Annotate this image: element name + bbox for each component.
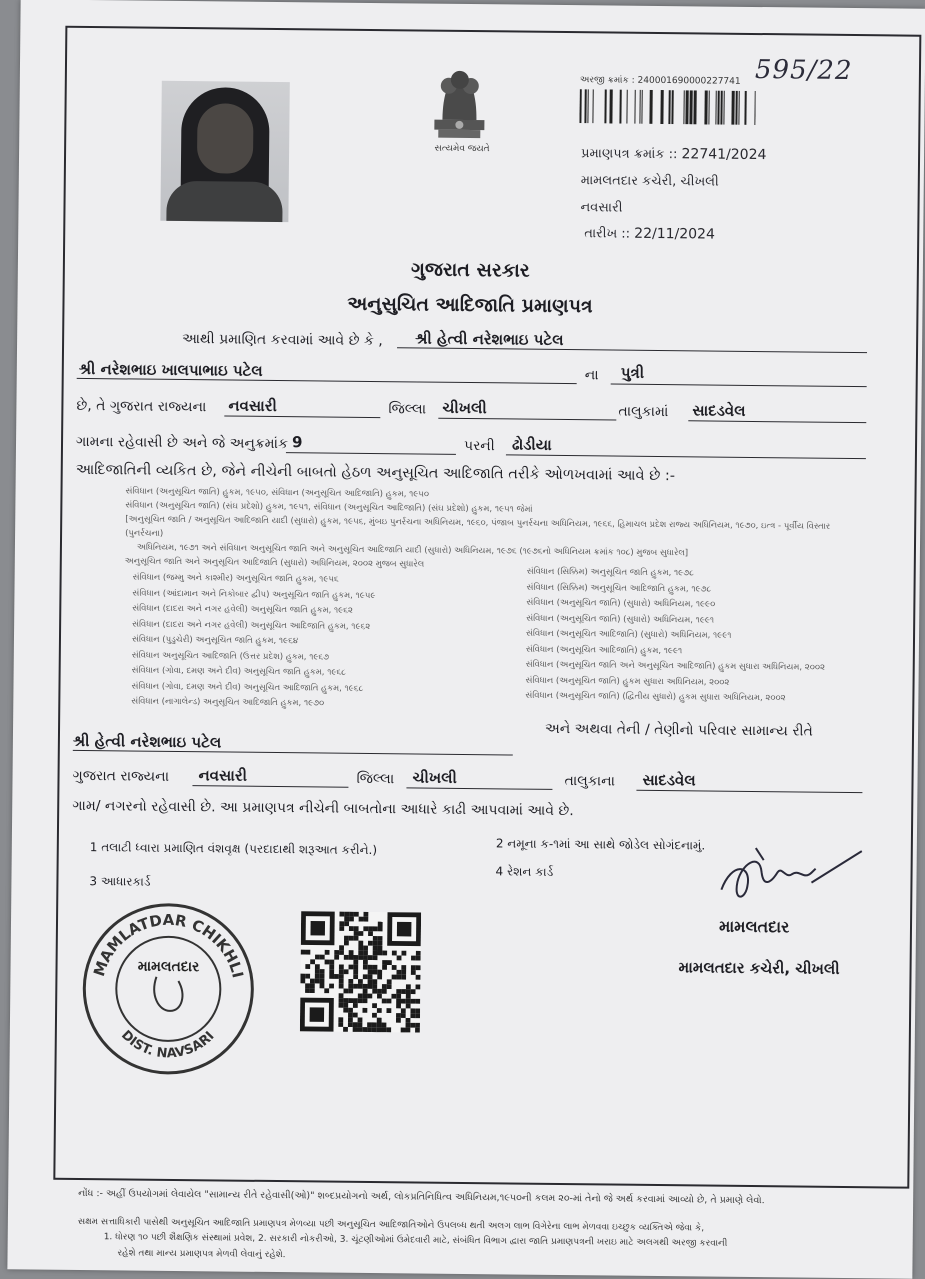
document-item: 2 નમૂના ક-૧માં આ સાથે જોડેલ સોગંદનામું. (495, 836, 706, 853)
emblem-caption: સત્યમેવ જયતે (434, 143, 490, 155)
family-text: અને અથવા તેની / તેણીનો પરિવાર સામાન્ય રીતે (544, 720, 813, 740)
barcode (579, 89, 755, 125)
on-label: પરની (463, 437, 495, 455)
order-line: સંવિધાન (અનુસૂચિત જાતિ) (સુધારો) અધિનિયમ, ૧૯૯૧ (526, 613, 715, 626)
order-line: સંવિધાન (અનુસૂચિત જાતિ) (સુધારો) અધિનિયમ, ૧૯૯૦ (526, 597, 716, 610)
relation: પુત્રી (620, 363, 645, 382)
footer-note: નોંધ :- અહીં ઉપયોગમાં લેવાયેલ "સામાન્ય રીતે રહેવાસી(ઓ)" શબ્દપ્રયોગનો અર્થ, લોકપ્રતિનિધિત્વ અધિનિયમ,૧૯૫૦ની કલમ ૨૦-માં તેનો જે અર્થ કરવામાં આવ્યો છે, તે પ્રમાણે લેવો. (78, 1187, 765, 1207)
tribe-name: ઢોડીયા (511, 435, 552, 454)
national-emblem-icon (424, 62, 495, 143)
taluka-label-2: તાલુકાના (564, 773, 616, 790)
seal-middle-text: મામલતદાર (137, 958, 200, 976)
order-line: સંવિધાન અનુસૂચિત આદિજાતિ (ઉત્તર પ્રદેશ) હુકમ, ૧૯૬૭ (131, 649, 330, 663)
order-line: સંવિધાન (સિક્કિમ) અનુસૂચિત જાતિ હુકમ, ૧૯૭૮ (526, 566, 694, 579)
order-line: સંવિધાન (નાગાલેન્ડ) અનુસૂચિત આદિજાતિ હુકમ, ૧૯૭૦ (131, 696, 325, 709)
order-line: સંવિધાન (અનુસૂચિત જાતિ) હુકમ, ૧૯૫૦, સંવિધાન (અનુસૂચિત આદિજાતિ) હુકમ, ૧૯૫૦ (125, 486, 430, 500)
order-line: સંવિધાન (અનુસૂચિત આદિજાતિ) (સુધારો) અધિનિયમ, ૧૯૯૧ (526, 628, 732, 641)
footer-line: સક્ષમ સત્તાધિકારી પાસેથી અનુસૂચિત આદિજાતિ પ્રમાણપત્ર મેળવ્યા પછી અનુસૂચિત આદિજાતિઓને ઉપલબ્ધ થતી અલગ લાભ વિગેરેના લાભ મેળવવા ઇચ્છુક વ્યક્તિએ જેવા કે, (77, 1216, 705, 1234)
order-line: સંવિધાન (અનુસૂચિત જાતિ) હુકમ સુધારા અધિનિયમ, ૨૦૦૨ (525, 675, 730, 688)
svg-text:DIST. NAVSARI (118, 1028, 218, 1062)
village-2: સાદડવેલ (642, 770, 696, 790)
applicant-photo (160, 81, 289, 222)
office-seal (77, 898, 259, 1080)
issue-date: 22/11/2024 (634, 225, 716, 243)
basis-text: ગામ/ નગરનો રહેવાસી છે. આ પ્રમાણપત્ર નીચેની બાબતોના આધારે કાઢી આપવામાં આવે છે. (72, 797, 574, 820)
state-label-2: ગુજરાત રાજ્યના (72, 767, 170, 785)
order-line: સંવિધાન (જમ્મુ અને કાશ્મીર) અનુસૂચિત જાતિ હુકમ, ૧૯૫૬ (132, 572, 339, 585)
certificate-number: 22741/2024 (681, 146, 767, 164)
barcode-number: અરજી ક્રમાંક : 240001690000227741 (579, 75, 741, 87)
order-line: સંવિધાન (દાદરા અને નગર હવેલી) અનુસૂચિત આદિજાતિ હુકમ, ૧૯૬૨ (132, 618, 371, 632)
government-title: ગુજરાત સરકાર (410, 258, 530, 282)
certificate-title: અનુસુચિત આદિજાતિ પ્રમાણપત્ર (347, 292, 593, 318)
certificate-sheet (7, 0, 925, 1279)
issuing-district: નવસારી (580, 200, 623, 216)
qr-code (300, 910, 421, 1033)
certificate-number-label: પ્રમાણપત્ર ક્રમાંક :: (581, 146, 678, 163)
footer-line: 1. ધોરણ ૧૦ પછી શૈક્ષણિક સંસ્થામાં પ્રવેશ, 2. સરકારી નોકરીઓ, 3. ચૂંટણીઓમાં ઉમેદવારી માટે, સંબંધિત વિભાગ દ્વારા જાતિ પ્રમાણપત્રની ખરાઇ માટે અલગથી અરજી કરવાની (103, 1232, 728, 1249)
officer-office: મામલતદાર કચેરી, ચીખલી (678, 958, 840, 978)
officer-designation: મામલતદાર (718, 916, 790, 937)
issuing-office: મામલતદાર કચેરી, ચીખલી (580, 173, 719, 190)
seal-top-text: MAMLATDAR CHIKHLI (89, 910, 247, 980)
holder-name-2: શ્રી હેત્વી નરેશભાઇ પટેલ (72, 731, 222, 752)
order-line: સંવિધાન (અનુસૂચિત જાતિ અને અનુસૂચિત આદિજાતિ) હુકમ સુધારા અધિનિયમ, ૨૦૦૨ (525, 659, 826, 673)
father-name: શ્રી નરેશભાઇ ખાલપાભાઇ પટેલ (78, 359, 263, 380)
orders-top (125, 484, 866, 576)
taluka-label: તાલુકામાં (618, 403, 669, 421)
taluka-2: ચીખલી (412, 768, 457, 787)
holder-name: શ્રી હેત્વી નરેશભાઇ પટેલ (415, 329, 564, 349)
order-line: અનુસૂચિત જાતિ અને અનુસૂચિત આદિજાતિ (સુધારો) અધિનિયમ, ૨૦૦૨ મુજબ સુધારેલ (124, 556, 425, 570)
tribe-text: આદિજાતિની વ્યકિત છે, જેને નીચેની બાબતો હેઠળ અનુસૂચિત આદિજાતિ તરીકે ઓળખવામાં આવે છે :- (75, 461, 676, 485)
order-line: સંવિધાન (અનુસૂચિત આદિજાતિ) હુકમ, ૧૯૯૧ (525, 644, 683, 656)
document-item: 4 રેશન કાર્ડ (495, 864, 554, 879)
district-2: નવસારી (198, 766, 248, 785)
order-line: સંવિધાન (ગોવા, દમણ અને દીવ) અનુસૂચિત જાતિ હુકમ, ૧૯૬૮ (131, 665, 346, 678)
order-line: સંવિધાન (પુડુચેરી) અનુસૂચિત જાતિ હુકમ, ૧૯૬૪ (131, 634, 299, 647)
orders-right (525, 565, 866, 708)
footer-line: રહેશે તથા માન્ય પ્રમાણપત્ર મેળવી લેવાનું રહેશે. (117, 1248, 286, 1261)
district: નવસારી (228, 396, 277, 416)
seal-bottom-text: DIST. NAVSARI (118, 1027, 218, 1062)
issue-date-label: તારીખ :: (584, 226, 631, 242)
order-line: સંવિધાન (ગોવા, દમણ અને દીવ) અનુસૂચિત આદિજાતિ હુકમ, ૧૯૬૮ (131, 680, 364, 694)
of-label: ના (584, 367, 599, 384)
village: સાદડવેલ (692, 401, 746, 420)
order-line: અધિનિયમ, ૧૯૭૧ અને સંવિધાન અનુસૂચિત જાતિ અને અનુસૂચિત આદિજાતિ યાદી (સુધારો) અધિનિયમ, ૧૯૭૬ (૧૯૭૬નો અધિનિયમ ક્રમાંક ૧૦૮) મુજબ સુધારેલ] (136, 542, 689, 559)
document-item: 3 આધારકાર્ડ (89, 874, 151, 889)
order-line: સંવિધાન (સિક્કિમ) અનુસૂચિત આદિજાતિ હુકમ, ૧૯૭૮ (526, 582, 712, 595)
order-line: સંવિધાન (દાદરા અને નગર હવેલી) અનુસૂચિત જાતિ હુકમ, ૧૯૬૨ (132, 603, 353, 616)
certificate-number-row (581, 145, 767, 163)
document-item: 1 તલાટી ધ્વારા પ્રમાણિત વંશવૃક્ષ (પરદાદાથી શરૂઆત કરીને.) (89, 840, 378, 858)
orders-left (131, 571, 512, 714)
district-label: જિલ્લા (388, 401, 427, 418)
issue-date-row (584, 225, 715, 242)
state-label: છે, તે ગુજરાત રાજ્યના (76, 397, 207, 416)
certify-text: આથી પ્રમાણિત કરવામાં આવે છે કે , (182, 331, 383, 350)
order-line: સંવિધાન (આંદામાન અને નિકોબાર દ્વીપ) અનુસૂચિત જાતિ હુકમ, ૧૯૫૯ (132, 587, 376, 601)
handwritten-number: 595/22 (754, 54, 853, 87)
taluka: ચીખલી (442, 398, 487, 418)
order-line: સંવિધાન (અનુસૂચિત જાતિ) (દ્વિતીય સુધારો) હુકમ સુધારા અધિનિયમ, ૨૦૦૨ (525, 690, 786, 704)
officer-signature (711, 842, 872, 914)
order-line: સંવિધાન (અનુસૂચિત જાતિ) (સંઘ પ્રદેશો) હુકમ, ૧૯૫૧, સંવિધાન (અનુસૂચિત આદિજાતિ) (સંઘ પ્રદેશો) હુકમ, ૧૯૫૧ જેમાં (125, 500, 533, 515)
order-line: [અનુસૂચિત જાતિ / અનુસૂચિત આદિજાતિ યાદી (સુધારો) હુકમ, ૧૯૫૬, મુંબઇ પુનર્રચના અધિનિયમ, ૧૯૬૦, પંજાબ પુનર્રચના અધિનિયમ, ૧૯૬૬, હિમાચલ પ્રદેશ રાજ્ય અધિનિયમ, ૧૯૭૦, ઇત્ત્ર - પૂર્વીય વિસ્તાર (પુનર્રચના) (125, 514, 831, 539)
district-label-2: જિલ્લા (356, 770, 395, 788)
resident-text: ગામના રહેવાસી છે અને જે અનુક્રમાંક (75, 433, 289, 453)
serial-number: 9 (291, 433, 303, 452)
